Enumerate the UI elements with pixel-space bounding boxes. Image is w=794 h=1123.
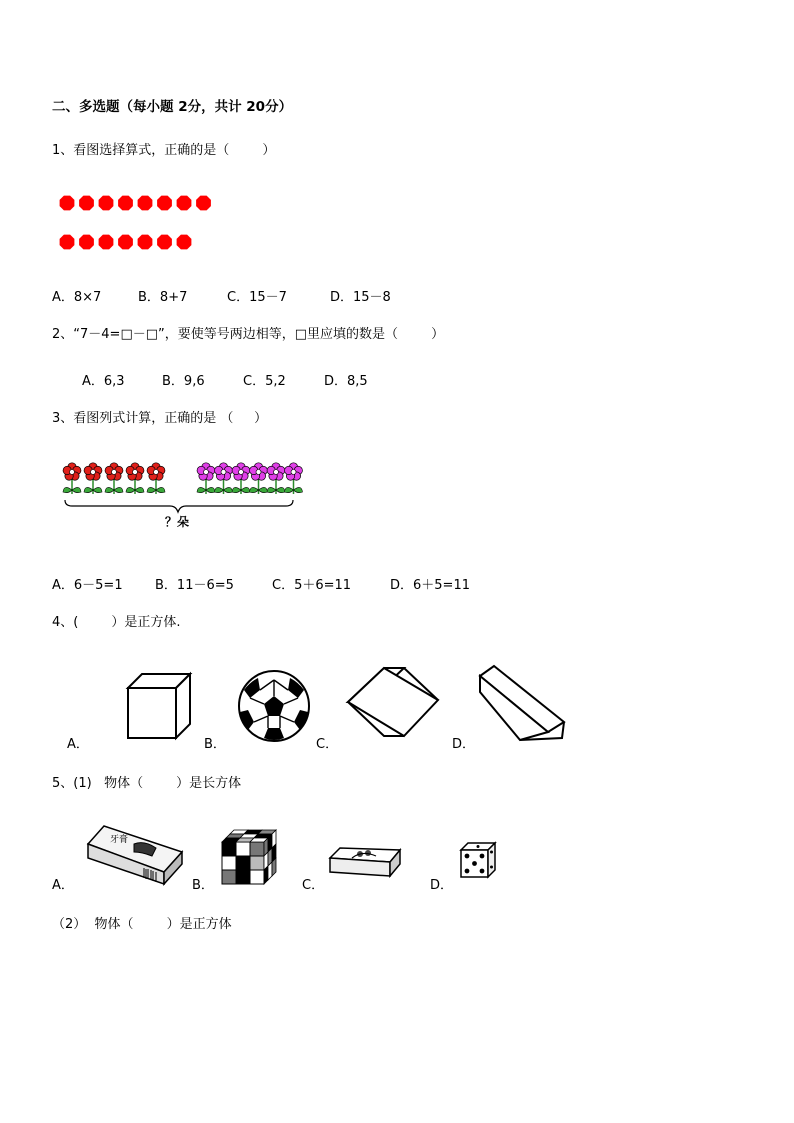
purple-flower-icon bbox=[267, 463, 285, 494]
purple-flower-icon bbox=[250, 463, 268, 494]
q5-option-d[interactable]: D． bbox=[430, 878, 454, 893]
q1-dot bbox=[60, 196, 75, 211]
dice-icon[interactable] bbox=[458, 840, 498, 880]
q1-dot bbox=[99, 196, 114, 211]
toothpaste-box-text: 牙膏 bbox=[110, 835, 129, 845]
q1-option-d[interactable]: D．15－8 bbox=[330, 290, 391, 305]
question-3-stem: 3、看图列式计算，正确的是 （ ） bbox=[52, 411, 268, 426]
q1-dot bbox=[177, 196, 192, 211]
purple-flower-icon bbox=[197, 463, 215, 494]
tilted-cube-icon[interactable] bbox=[342, 660, 442, 742]
q1-dot bbox=[99, 235, 114, 250]
q4-option-b[interactable]: B． bbox=[204, 737, 226, 752]
q3-option-b[interactable]: B．11－6=5 bbox=[155, 578, 234, 593]
q5-option-c[interactable]: C． bbox=[302, 878, 325, 893]
q1-dot-figure bbox=[55, 193, 215, 251]
q2-option-d[interactable]: D．8,5 bbox=[324, 374, 368, 389]
red-flower-icon bbox=[84, 463, 102, 494]
q4-option-a[interactable]: A． bbox=[67, 737, 89, 752]
q3-option-d[interactable]: D．6＋5=11 bbox=[390, 578, 470, 593]
red-flower-icon bbox=[63, 463, 81, 494]
q1-dot bbox=[138, 235, 153, 250]
cube-icon[interactable] bbox=[120, 670, 192, 742]
q3-option-c[interactable]: C．5＋6=11 bbox=[272, 578, 352, 593]
q3-brace-label: ？朵 bbox=[165, 515, 190, 529]
rubiks-cube-icon[interactable] bbox=[220, 828, 278, 884]
question-4-stem: 4、( ）是正方体. bbox=[52, 615, 181, 630]
q1-dot bbox=[177, 235, 192, 250]
q1-dot bbox=[118, 235, 133, 250]
question-5-part1-stem: 5、(1) 物体（ ）是长方体 bbox=[52, 776, 242, 791]
question-2-stem: 2、“7－4=□－□”，要使等号两边相等，□里应填的数是（ ） bbox=[52, 327, 445, 342]
red-flower-icon bbox=[147, 463, 165, 494]
q2-option-b[interactable]: B．9,6 bbox=[162, 374, 205, 389]
tilted-cuboid-icon[interactable] bbox=[476, 662, 568, 742]
q1-dot bbox=[138, 196, 153, 211]
q2-option-a[interactable]: A．6,3 bbox=[82, 374, 125, 389]
q4-option-d[interactable]: D． bbox=[452, 737, 476, 752]
question-5-part2-stem: （2） 物体（ ）是正方体 bbox=[52, 917, 232, 932]
soccer-ball-icon[interactable] bbox=[236, 668, 312, 744]
matchbox-icon[interactable] bbox=[328, 846, 404, 882]
q5-option-a[interactable]: A． bbox=[52, 878, 74, 893]
q1-option-a[interactable]: A．8×7 bbox=[52, 290, 102, 305]
q3-flower-figure bbox=[60, 462, 305, 517]
red-flower-icon bbox=[105, 463, 123, 494]
q2-option-c[interactable]: C．5,2 bbox=[243, 374, 286, 389]
q1-dot bbox=[157, 235, 172, 250]
q3-option-a[interactable]: A．6－5=1 bbox=[52, 578, 123, 593]
q1-option-c[interactable]: C．15－7 bbox=[227, 290, 287, 305]
purple-flower-icon bbox=[285, 463, 303, 494]
q1-dot bbox=[79, 235, 94, 250]
section-title: 二、多选题（每小题 2分，共计 20分） bbox=[52, 99, 293, 115]
toothpaste-box-icon[interactable] bbox=[84, 822, 184, 886]
q1-dot bbox=[79, 196, 94, 211]
question-1-stem: 1、看图选择算式，正确的是（ ） bbox=[52, 143, 276, 158]
purple-flower-icon bbox=[232, 463, 250, 494]
q5-option-b[interactable]: B． bbox=[192, 878, 214, 893]
red-flower-icon bbox=[126, 463, 144, 494]
q1-dot bbox=[60, 235, 75, 250]
q1-dot bbox=[157, 196, 172, 211]
q1-option-b[interactable]: B．8+7 bbox=[138, 290, 188, 305]
q3-brace bbox=[65, 500, 293, 512]
q1-dot bbox=[118, 196, 133, 211]
purple-flower-icon bbox=[215, 463, 233, 494]
q4-option-c[interactable]: C． bbox=[316, 737, 339, 752]
q1-dot bbox=[196, 196, 211, 211]
